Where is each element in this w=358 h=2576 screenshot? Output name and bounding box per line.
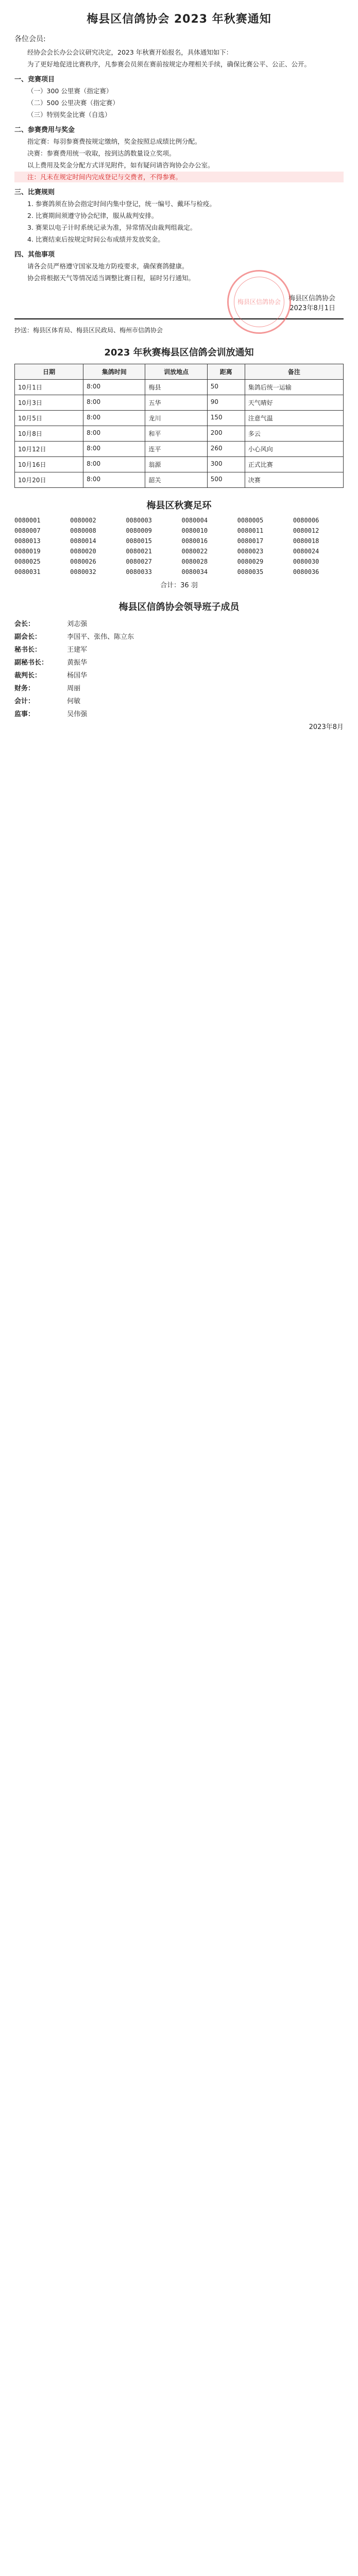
rings-section xyxy=(14,498,344,589)
cell-place: 连平 xyxy=(145,442,207,457)
cell-remark: 集鸽后统一运输 xyxy=(245,380,343,395)
col-place: 训放地点 xyxy=(145,364,207,380)
cell-place: 梅县 xyxy=(145,380,207,395)
leader-names: 李国平、张伟、陈立东 xyxy=(67,633,134,641)
cell-distance: 200 xyxy=(207,426,245,442)
cell-time: 8:00 xyxy=(83,472,145,488)
signature-date: 2023年8月1日 xyxy=(289,304,335,312)
leader-names: 王建军 xyxy=(67,646,88,654)
ring-code: 0080007 xyxy=(14,527,41,534)
cell-date: 10月20日 xyxy=(15,472,83,488)
ring-code: 0080032 xyxy=(70,568,96,575)
cell-place: 龙川 xyxy=(145,411,207,426)
ring-code: 0080018 xyxy=(293,537,319,545)
leaders-title: 梅县区信鸽协会领导班子成员 xyxy=(118,602,240,613)
table-row xyxy=(15,457,344,472)
divider xyxy=(14,318,344,319)
ring-code: 0080031 xyxy=(14,568,41,575)
cell-time: 8:00 xyxy=(83,442,145,457)
cell-distance: 500 xyxy=(207,472,245,488)
ring-code: 0080003 xyxy=(126,517,152,524)
leader-names: 杨国华 xyxy=(67,672,88,680)
leader-label: 财务： xyxy=(14,685,35,692)
ring-code: 0080011 xyxy=(237,527,264,534)
leader-row xyxy=(14,696,344,705)
ring-code: 0080017 xyxy=(237,537,264,545)
ring-code: 0080016 xyxy=(181,537,208,545)
ring-code: 0080023 xyxy=(237,548,264,555)
ring-code: 0080005 xyxy=(237,517,264,524)
ring-code: 0080013 xyxy=(14,537,41,545)
seal-ring xyxy=(234,277,284,327)
rings-title: 梅县区秋赛足环 xyxy=(146,500,212,511)
ring-code: 0080015 xyxy=(126,537,152,545)
cell-time: 8:00 xyxy=(83,457,145,472)
item-general-2: （二）500 公里决赛（指定赛） xyxy=(27,99,119,107)
leader-row xyxy=(14,683,344,692)
table-row xyxy=(15,395,344,411)
leader-label: 会计： xyxy=(14,698,35,705)
cell-date: 10月16日 xyxy=(15,457,83,472)
rings-count: 合计：36 羽 xyxy=(160,582,198,589)
ring-code: 0080004 xyxy=(181,517,208,524)
fee-par-3: 以上费用及奖金分配方式详见附件，如有疑问请咨询协会办公室。 xyxy=(27,161,214,169)
table-row xyxy=(15,442,344,457)
cell-distance: 260 xyxy=(207,442,245,457)
cell-place: 翁源 xyxy=(145,457,207,472)
cell-remark: 注意气温 xyxy=(245,411,343,426)
cell-remark: 小心风向 xyxy=(245,442,343,457)
seal-text: 梅县区信鸽协会 xyxy=(237,298,281,306)
cell-place: 五华 xyxy=(145,395,207,411)
ring-code: 0080020 xyxy=(70,548,96,555)
leader-row xyxy=(14,708,344,718)
cell-distance: 300 xyxy=(207,457,245,472)
page-title: 梅县区信鸽协会 2023 年秋赛通知 xyxy=(87,13,271,26)
leader-row xyxy=(14,670,344,680)
col-distance: 距离 xyxy=(207,364,245,380)
cell-remark: 正式比赛 xyxy=(245,457,343,472)
fee-par-1: 指定赛：每羽参赛费按规定缴纳，奖金按照总成绩比例分配。 xyxy=(27,138,201,145)
schedule-table xyxy=(14,364,344,488)
col-date: 日期 xyxy=(15,364,83,380)
leader-label: 副秘书长： xyxy=(14,659,48,667)
cell-distance: 50 xyxy=(207,380,245,395)
cell-date: 10月5日 xyxy=(15,411,83,426)
cell-time: 8:00 xyxy=(83,395,145,411)
cell-remark: 决赛 xyxy=(245,472,343,488)
ring-code: 0080025 xyxy=(14,558,41,565)
ring-code: 0080010 xyxy=(181,527,208,534)
ring-code: 0080028 xyxy=(181,558,208,565)
cell-time: 8:00 xyxy=(83,426,145,442)
leader-row xyxy=(14,644,344,654)
signature-block xyxy=(14,293,335,312)
cell-date: 10月1日 xyxy=(15,380,83,395)
intro-par-2: 为了更好地促进比赛秩序，凡参赛会员须在赛前按规定办理相关手续，确保比赛公平、公正、公开。 xyxy=(27,60,311,68)
intro-par-1: 经协会会长办公会议研究决定，2023 年秋赛开始报名，具体通知如下： xyxy=(27,48,233,56)
table-row xyxy=(15,380,344,395)
note-par-2: 协会将根据天气等情况适当调整比赛日程，届时另行通知。 xyxy=(27,274,195,282)
fee-par-2: 决赛：参赛费用统一收取，按到达鸽数量设立奖项。 xyxy=(27,149,176,157)
ring-code: 0080021 xyxy=(126,548,152,555)
ring-code: 0080022 xyxy=(181,548,208,555)
cell-place: 和平 xyxy=(145,426,207,442)
leader-label: 副会长： xyxy=(14,633,42,641)
cell-distance: 90 xyxy=(207,395,245,411)
ring-code: 0080026 xyxy=(70,558,96,565)
leader-row xyxy=(14,618,344,628)
ring-code: 0080001 xyxy=(14,517,41,524)
cell-remark: 多云 xyxy=(245,426,343,442)
leader-row xyxy=(14,657,344,667)
table-row xyxy=(15,426,344,442)
leader-names: 周丽 xyxy=(67,685,81,692)
ring-code: 0080024 xyxy=(293,548,319,555)
item-general-1: （一）300 公里赛（指定赛） xyxy=(27,87,113,95)
col-remark: 备注 xyxy=(245,364,343,380)
schedule-section xyxy=(14,345,344,488)
schedule-title: 2023 年秋赛梅县区信鸽会训放通知 xyxy=(104,347,254,358)
section-competition: 一、竞赛项目 xyxy=(14,76,55,83)
table-row xyxy=(15,411,344,426)
leaders-list xyxy=(14,618,344,718)
ring-code: 0080009 xyxy=(126,527,152,534)
leader-names: 何敏 xyxy=(67,698,81,705)
leader-names: 吴伟强 xyxy=(67,710,88,718)
rule-par-4: 4. 比赛结束后按规定时间公布成绩并发放奖金。 xyxy=(27,235,164,243)
leader-names: 刘志强 xyxy=(67,620,88,628)
ring-code: 0080034 xyxy=(181,568,208,575)
schedule-header-row xyxy=(15,364,344,380)
leader-label: 监事： xyxy=(14,710,35,718)
leaders-date: 2023年8月 xyxy=(309,723,344,731)
cell-distance: 150 xyxy=(207,411,245,426)
cell-date: 10月12日 xyxy=(15,442,83,457)
ring-code: 0080006 xyxy=(293,517,319,524)
table-row xyxy=(15,472,344,488)
rule-par-1: 1. 参赛鸽须在协会指定时间内集中登记，统一编号、戴环与检疫。 xyxy=(27,200,216,208)
cell-time: 8:00 xyxy=(83,411,145,426)
rule-par-2: 2. 比赛期间须遵守协会纪律，服从裁判安排。 xyxy=(27,212,158,219)
official-seal xyxy=(227,270,291,334)
col-time: 集鸽时间 xyxy=(83,364,145,380)
cell-time: 8:00 xyxy=(83,380,145,395)
rule-par-3: 3. 赛果以电子计时系统记录为准，异常情况由裁判组裁定。 xyxy=(27,224,197,231)
cc-line: 抄送：梅县区体育局、梅县区民政局、梅州市信鸽协会 xyxy=(14,327,163,334)
leader-names: 黄振华 xyxy=(67,659,88,667)
cell-date: 10月8日 xyxy=(15,426,83,442)
rings-grid xyxy=(14,517,344,575)
ring-code: 0080029 xyxy=(237,558,264,565)
cell-date: 10月3日 xyxy=(15,395,83,411)
salutation: 各位会员: xyxy=(14,35,46,43)
ring-code: 0080036 xyxy=(293,568,319,575)
cell-remark: 天气晴好 xyxy=(245,395,343,411)
leader-label: 秘书长： xyxy=(14,646,42,654)
ring-code: 0080008 xyxy=(70,527,96,534)
leaders-section xyxy=(14,600,344,731)
ring-code: 0080019 xyxy=(14,548,41,555)
ring-code: 0080014 xyxy=(70,537,96,545)
note-par-1: 请各会员严格遵守国家及地方防疫要求，确保赛鸽健康。 xyxy=(27,262,189,270)
section-fee: 二、参赛费用与奖金 xyxy=(14,126,75,134)
section-notes: 四、其他事项 xyxy=(14,251,55,259)
ring-code: 0080002 xyxy=(70,517,96,524)
ring-code: 0080030 xyxy=(293,558,319,565)
leader-label: 裁判长： xyxy=(14,672,42,680)
ring-code: 0080033 xyxy=(126,568,152,575)
ring-code: 0080012 xyxy=(293,527,319,534)
item-general-3: （三）特别奖金比赛（自选） xyxy=(27,111,111,118)
leader-row xyxy=(14,631,344,641)
section-rules: 三、比赛规则 xyxy=(14,189,55,196)
signature-org: 梅县区信鸽协会 xyxy=(288,295,335,302)
cell-place: 韶关 xyxy=(145,472,207,488)
ring-code: 0080035 xyxy=(237,568,264,575)
red-note: 注：凡未在规定时间内完成登记与交费者，不得参赛。 xyxy=(14,172,344,182)
ring-code: 0080027 xyxy=(126,558,152,565)
leader-label: 会长： xyxy=(14,620,35,628)
